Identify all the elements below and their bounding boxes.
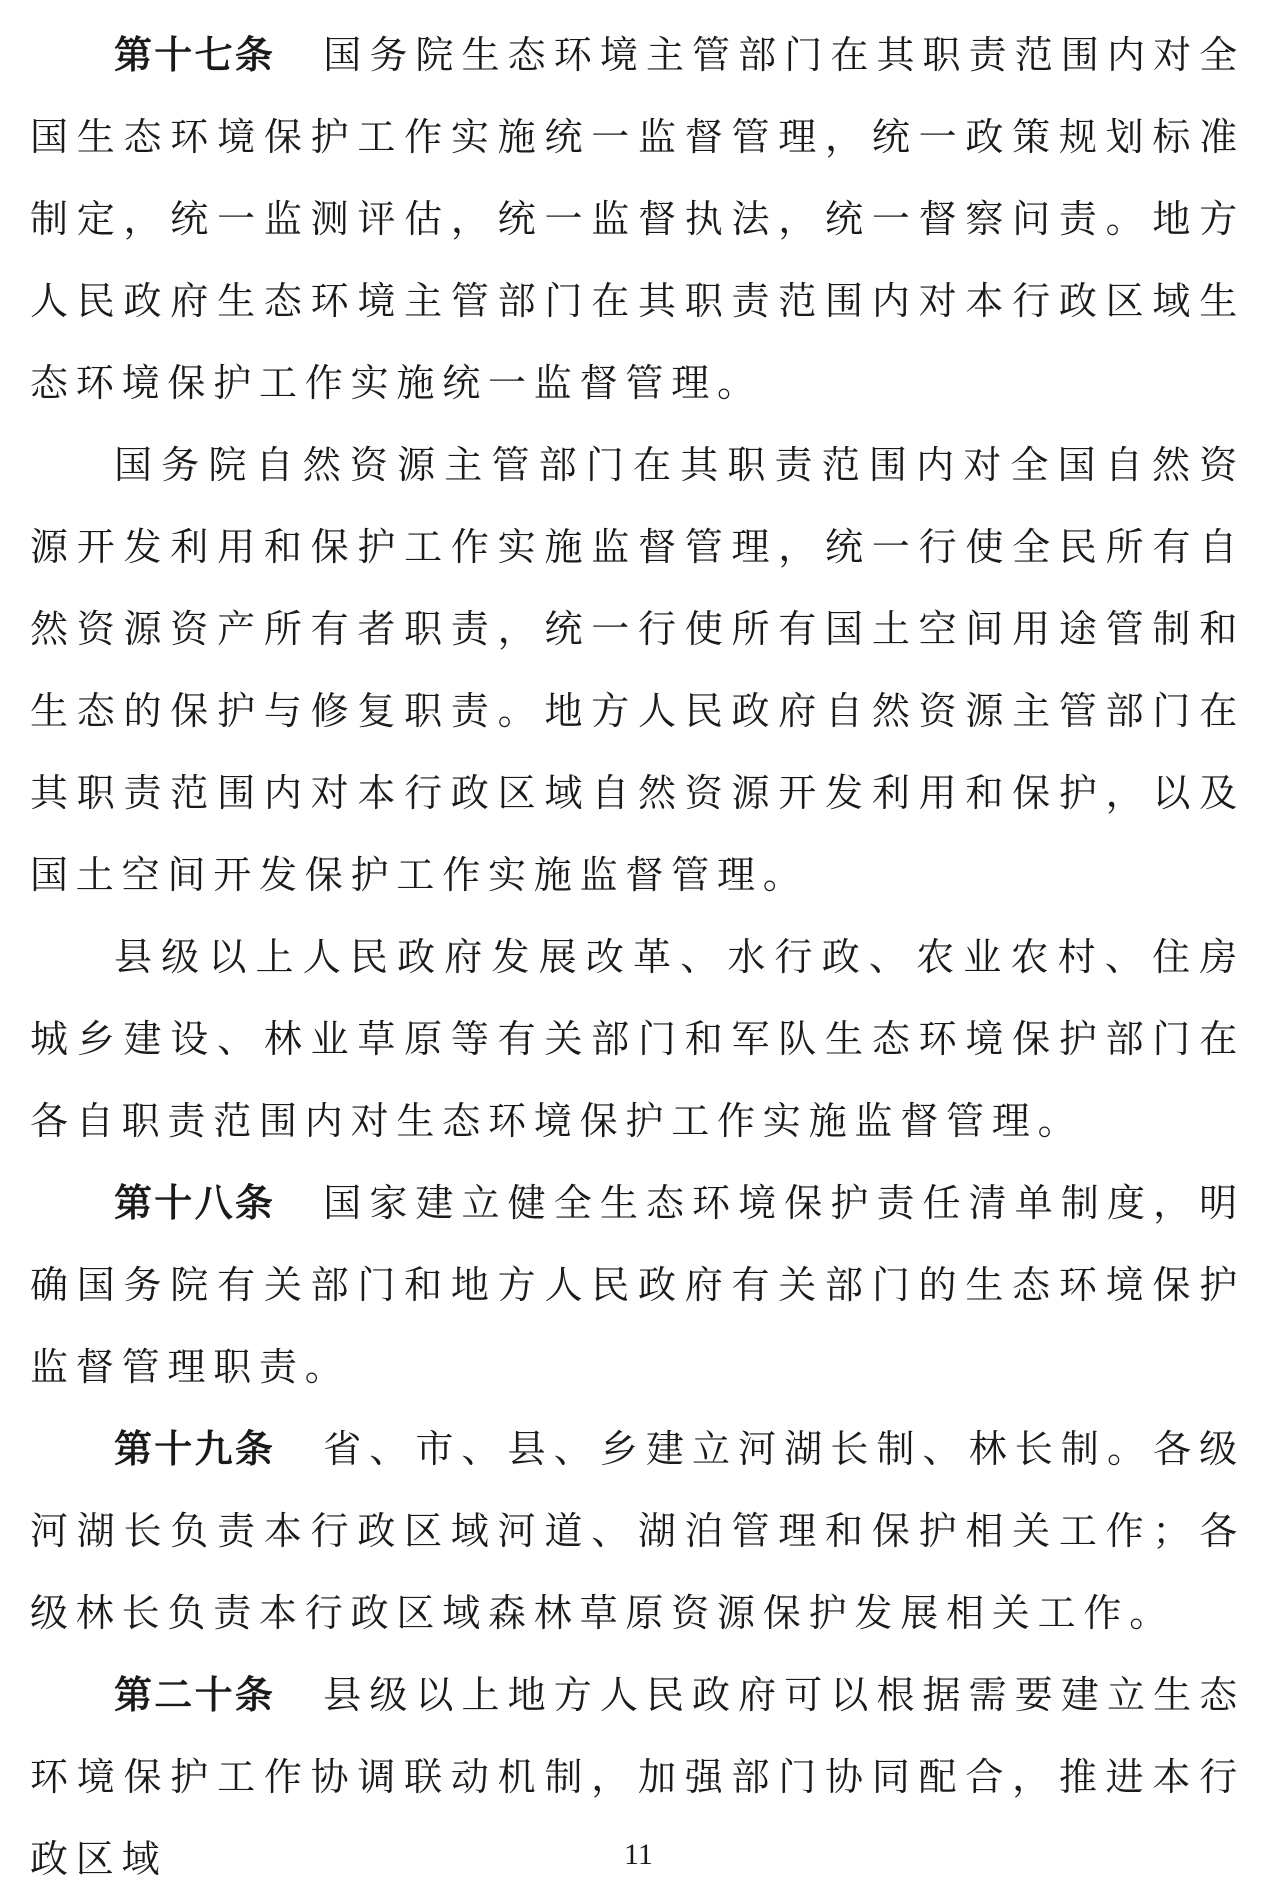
paragraph-text: 县级以上人民政府发展改革、水行政、农业农村、住房城乡建设、林业草原等有关部门和军队生态环境保护部门在各自职责范围内对生态环境保护工作实施监督管理。: [30, 935, 1245, 1143]
article-heading: 第二十条: [114, 1673, 276, 1717]
article-17-paragraph: [30, 14, 1245, 424]
article-17-paragraph-3: [30, 916, 1245, 1162]
article-heading: 第十九条: [114, 1427, 276, 1471]
page-number: 11: [624, 1838, 653, 1871]
article-17-paragraph-2: [30, 424, 1245, 916]
article-19-paragraph: [30, 1408, 1245, 1654]
paragraph-text: 省、市、县、乡建立河湖长制、林长制。各级河湖长负责本行政区域河道、湖泊管理和保护相关工作；各级林长负责本行政区域森林草原资源保护发展相关工作。: [30, 1427, 1245, 1635]
paragraph-text: 国务院生态环境主管部门在其职责范围内对全国生态环境保护工作实施统一监督管理，统一政策规划标准制定，统一监测评估，统一监督执法，统一督察问责。地方人民政府生态环境主管部门在其职责范围内对本行政区域生态环境保护工作实施统一监督管理。: [30, 33, 1245, 405]
document-body: [30, 14, 1245, 1900]
paragraph-text: 国家建立健全生态环境保护责任清单制度，明确国务院有关部门和地方人民政府有关部门的生态环境保护监督管理职责。: [30, 1181, 1245, 1389]
article-heading: 第十七条: [114, 33, 276, 77]
paragraph-text: 国务院自然资源主管部门在其职责范围内对全国自然资源开发利用和保护工作实施监督管理，统一行使全民所有自然资源资产所有者职责，统一行使所有国土空间用途管制和生态的保护与修复职责。地方人民政府自然资源主管部门在其职责范围内对本行政区域自然资源开发利用和保护，以及国土空间开发保护工作实施监督管理。: [30, 443, 1245, 897]
paragraph-text: 县级以上地方人民政府可以根据需要建立生态环境保护工作协调联动机制，加强部门协同配合，推进本行政区域: [30, 1673, 1245, 1881]
article-heading: 第十八条: [114, 1181, 276, 1225]
article-18-paragraph: [30, 1162, 1245, 1408]
